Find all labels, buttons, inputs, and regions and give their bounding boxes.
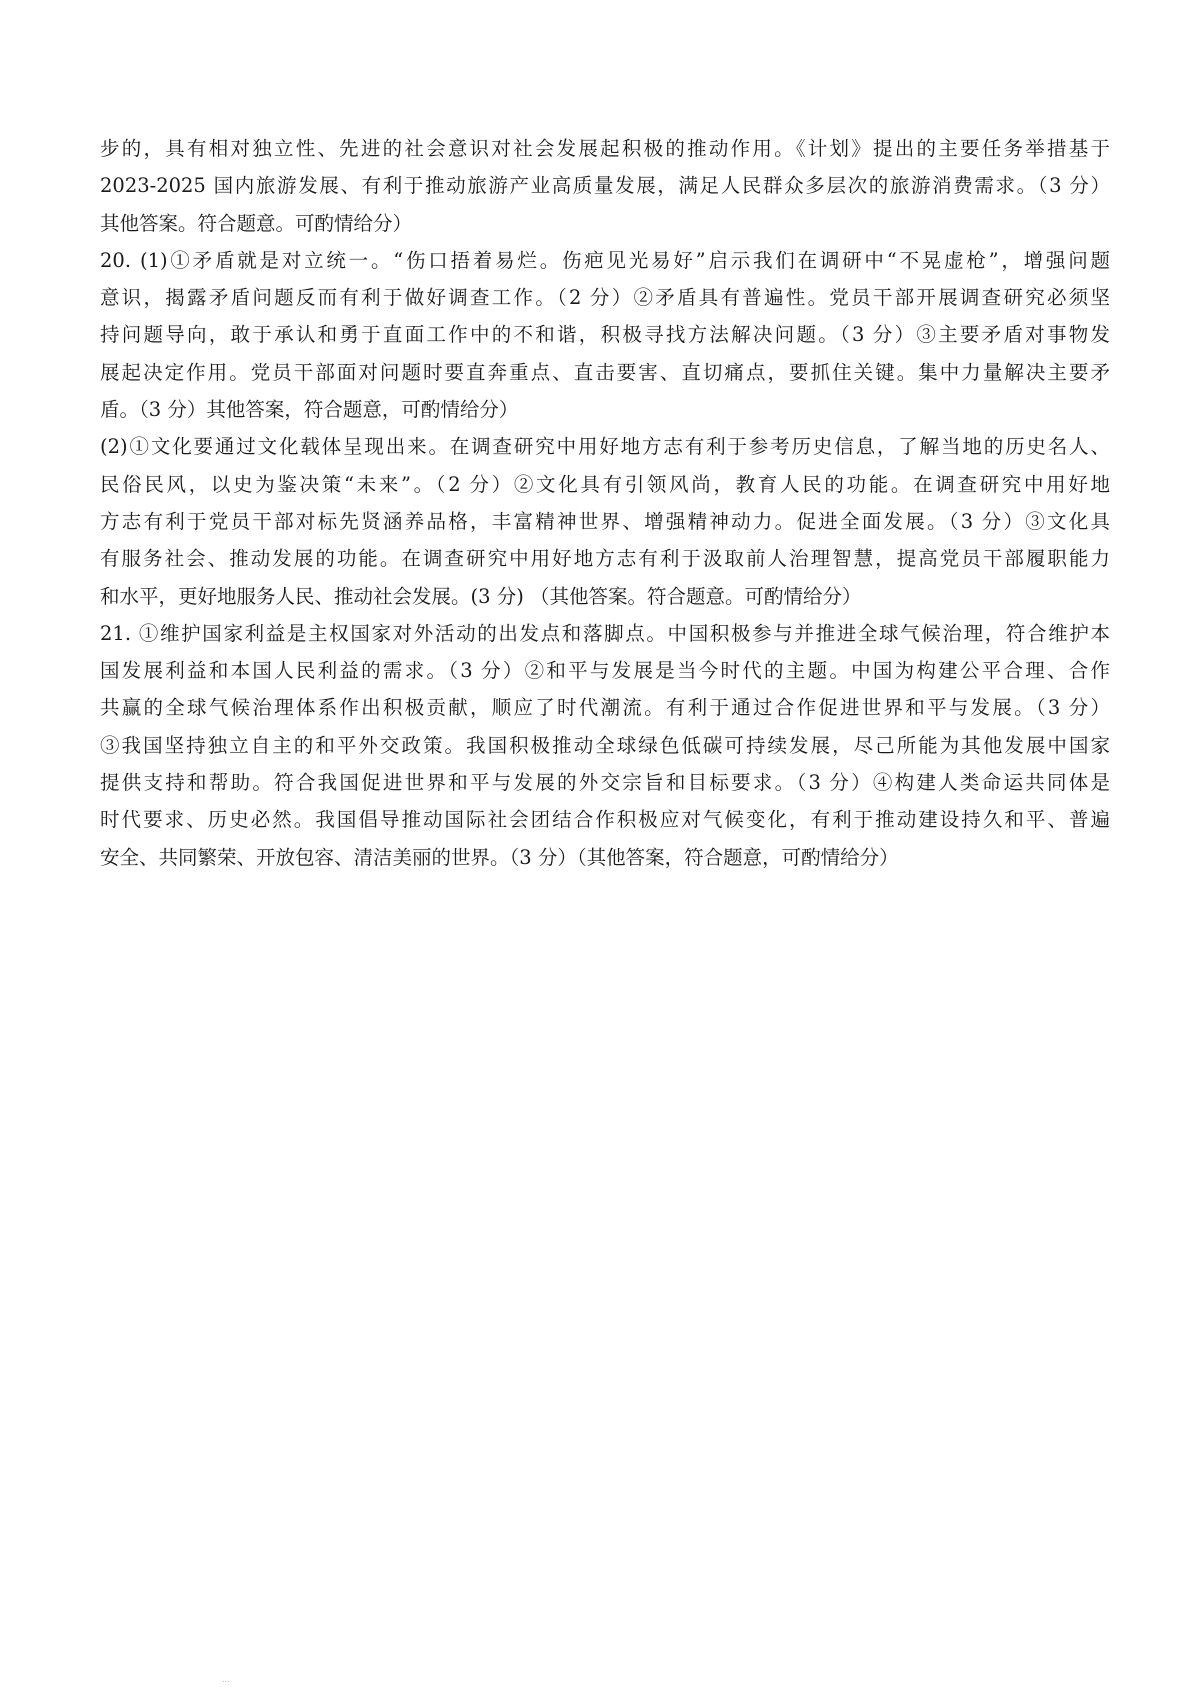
text-line: 安全、共同繁荣、开放包容、清洁美丽的世界。（3 分）（其他答案，符合题意，可酌情给分） bbox=[100, 845, 899, 869]
question-20-part-2-line: (2)①文化要通过文化载体呈现出来。在调查研究中用好地方志有利于参考历史信息，了解当地的历史名人、 bbox=[100, 435, 1110, 459]
text-line: 和水平，更好地服务人民、推动社会发展。(3 分) （其他答案。符合题意。可酌情给分） bbox=[100, 584, 862, 608]
text-line: 提供支持和帮助。符合我国促进世界和平与发展的外交宗旨和目标要求。（3 分）④构建人类命运共同体是 bbox=[100, 771, 1110, 795]
document-page bbox=[100, 130, 1110, 876]
text-line: 展起决定作用。党员干部面对问题时要直奔重点、直击要害、直切痛点，要抓住关键。集中力量解决主要矛 bbox=[100, 360, 1110, 384]
question-20-part-1-line: 20. (1)①矛盾就是对立统一。“伤口捂着易烂。伤疤见光易好”启示我们在调研中“不晃虚枪”，增强问题 bbox=[100, 248, 1110, 272]
question-21-line: 21. ①维护国家利益是主权国家对外活动的出发点和落脚点。中国积极参与并推进全球气候治理，符合维护本 bbox=[100, 621, 1110, 645]
text-line: 持问题导向，敢于承认和勇于直面工作中的不和谐，积极寻找方法解决问题。（3 分）③主要矛盾对事物发 bbox=[100, 323, 1110, 347]
text-line: 有服务社会、推动发展的功能。在调查研究中用好地方志有利于汲取前人治理智慧，提高党员干部履职能力 bbox=[100, 547, 1110, 571]
footer-mark: ... bbox=[222, 1675, 230, 1684]
text-line: ③我国坚持独立自主的和平外交政策。我国积极推动全球绿色低碳可持续发展，尽己所能为其他发展中国家 bbox=[100, 733, 1110, 757]
text-line: 方志有利于党员干部对标先贤涵养品格，丰富精神世界、增强精神动力。促进全面发展。（3 分）③文化具 bbox=[100, 509, 1110, 533]
text-line: 盾。（3 分）其他答案，符合题意，可酌情给分） bbox=[100, 398, 519, 422]
text-line: 2023-2025 国内旅游发展、有利于推动旅游产业高质量发展，满足人民群众多层次的旅游消费需求。（3 分） bbox=[100, 174, 1110, 198]
text-line: 国发展利益和本国人民利益的需求。（3 分）②和平与发展是当今时代的主题。中国为构建公平合理、合作 bbox=[100, 659, 1110, 683]
text-line: 民俗民风，以史为鉴决策“未来”。（2 分）②文化具有引领风尚，教育人民的功能。在调查研究中用好地 bbox=[100, 472, 1110, 496]
text-line: 时代要求、历史必然。我国倡导推动国际社会团结合作积极应对气候变化，有利于推动建设持久和平、普遍 bbox=[100, 808, 1110, 832]
text-line: 共赢的全球气候治理体系作出积极贡献，顺应了时代潮流。有利于通过合作促进世界和平与发展。（3 分） bbox=[100, 696, 1110, 720]
text-line: 步的，具有相对独立性、先进的社会意识对社会发展起积极的推动作用。《计划》提出的主要任务举措基于 bbox=[100, 137, 1110, 160]
text-line: 其他答案。符合题意。可酌情给分） bbox=[100, 211, 413, 235]
text-line: 意识，揭露矛盾问题反而有利于做好调查工作。（2 分）②矛盾具有普遍性。党员干部开展调查研究必须坚 bbox=[100, 286, 1110, 310]
